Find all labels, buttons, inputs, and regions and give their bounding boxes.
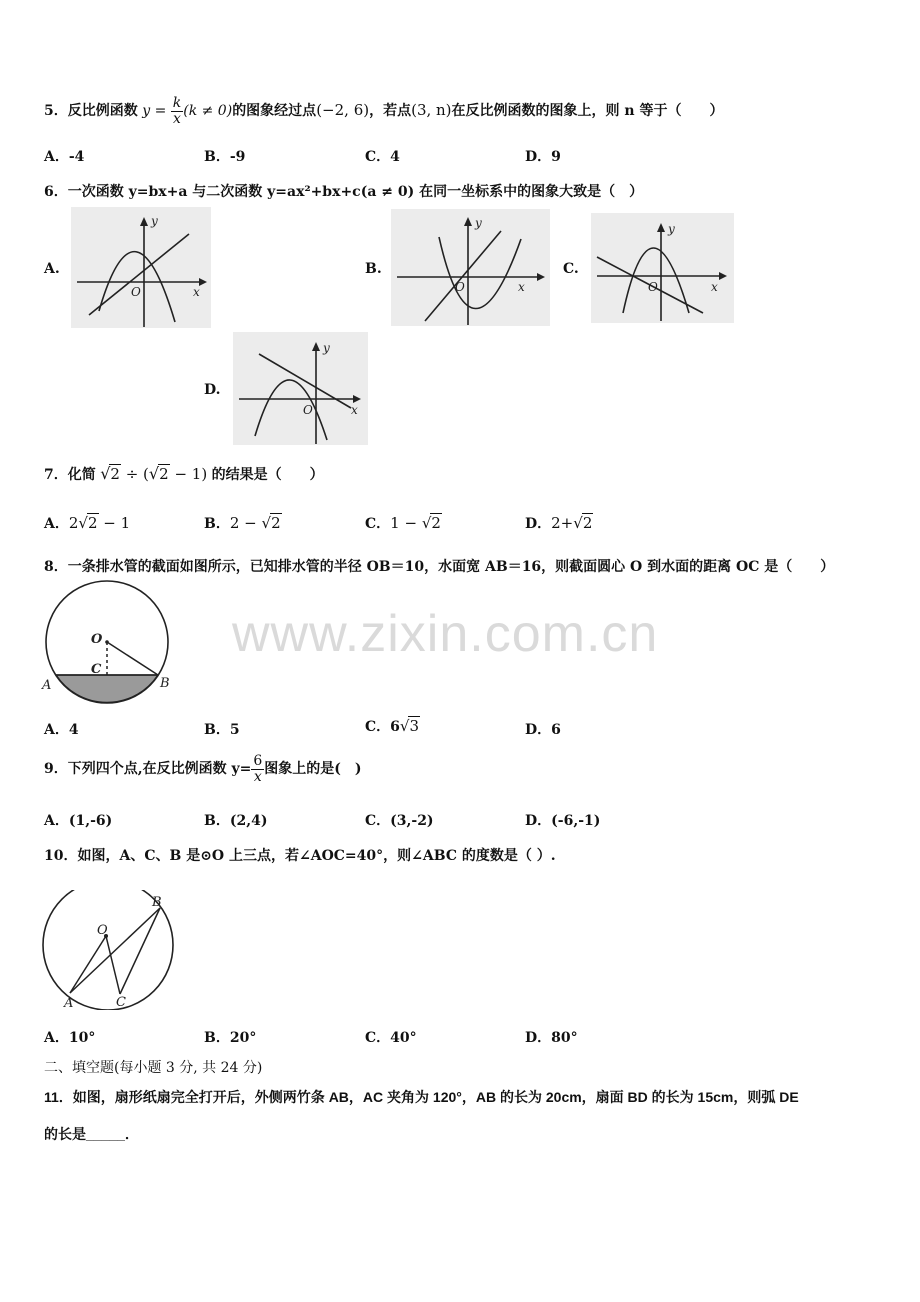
q9-text-1: 9．下列四个点,在反比例函数 y=: [44, 761, 252, 778]
q6-b-origin: O: [455, 280, 465, 294]
q5-point-1: (−2, 6): [316, 101, 370, 120]
q7-c-label: C．: [365, 516, 391, 532]
q7-c-radicand: 2: [431, 514, 441, 532]
q5-y-eq: y =: [142, 103, 167, 120]
q5-option-b[interactable]: B．-9: [204, 149, 246, 165]
q10-option-d[interactable]: D．80°: [525, 1030, 578, 1046]
question-8: 8．一条排水管的截面如图所示，已知排水管的半径 OB＝10，水面宽 AB＝16，则截面圆心 O 到水面的距离 OC 是（ ）: [44, 559, 835, 575]
q6-option-b-label[interactable]: B.: [365, 261, 382, 277]
question-9: [44, 754, 362, 784]
q6-option-d-label[interactable]: D.: [204, 382, 221, 398]
q7-option-c[interactable]: C．1 − √2: [365, 514, 441, 532]
q5-text-1: 反比例函数: [67, 103, 138, 120]
q7-text-2: 的结果是（ ）: [211, 467, 324, 483]
q8-pipe-figure: [40, 578, 172, 704]
q8-c-radicand: 3: [409, 717, 419, 735]
q9-fraction: [251, 754, 264, 784]
q6-graph-d[interactable]: [233, 332, 368, 445]
q7-expr-mid: ÷ (: [120, 465, 149, 483]
q5-option-a[interactable]: A．-4: [44, 149, 85, 165]
q6-c-axis-x: x: [711, 280, 718, 294]
q6-a-axis-y: y: [151, 214, 158, 228]
q5-point-2: (3, n): [411, 101, 452, 120]
q5-option-d[interactable]: D．9: [525, 149, 561, 165]
q7-radicand-2: 2: [159, 465, 169, 483]
q7-b-label: B．: [204, 516, 230, 532]
q7-a-label: A．: [44, 516, 69, 532]
q7-d-radicand: 2: [582, 514, 593, 532]
q7-d-pre: 2+: [551, 514, 574, 532]
section-2-heading: 二、填空题(每小题 3 分, 共 24 分): [44, 1060, 263, 1076]
q8-label-c: C: [91, 662, 102, 677]
q7-expression: √2 ÷ (√2 − 1): [100, 464, 208, 483]
q7-b-radicand: 2: [271, 514, 281, 532]
q6-graph-c[interactable]: [591, 213, 734, 323]
q8-option-d[interactable]: D．6: [525, 722, 561, 738]
q7-a-pre: 2: [68, 514, 79, 532]
q6-graph-b[interactable]: [391, 209, 550, 326]
q9-frac-den: x: [253, 768, 262, 785]
q6-d-origin: O: [303, 403, 313, 417]
q7-radicand-1: 2: [110, 465, 120, 483]
q7-option-a[interactable]: A．2√2 − 1: [44, 514, 131, 532]
q9-frac-num: 6: [253, 753, 263, 769]
q9-option-c[interactable]: C．(3,-2): [365, 813, 434, 829]
q8-option-a[interactable]: A．4: [44, 722, 79, 738]
q8-label-b: B: [160, 676, 170, 691]
q9-option-d[interactable]: D．(-6,-1): [525, 813, 601, 829]
q8-option-c[interactable]: C．6√3: [365, 717, 419, 735]
q9-option-b[interactable]: B．(2,4): [204, 813, 268, 829]
q7-option-d[interactable]: D．2+√2: [525, 514, 593, 532]
q5-text-4: 在反比例函数的图象上，则 n 等于（ ）: [451, 103, 724, 120]
q10-label-a: A: [64, 996, 74, 1010]
q5-option-c[interactable]: C．4: [365, 149, 400, 165]
q6-b-axis-y: y: [475, 216, 482, 230]
q7-option-b[interactable]: B．2 − √2: [204, 514, 281, 532]
q6-d-axis-x: x: [351, 403, 358, 417]
question-5: [44, 96, 723, 126]
question-7: [44, 464, 324, 484]
q5-condition: (k ≠ 0): [183, 103, 233, 120]
question-11-line-2: 的长是_____．: [44, 1126, 139, 1142]
q8-label-o: O: [91, 632, 103, 647]
q6-a-axis-x: x: [193, 285, 200, 299]
q6-d-axis-y: y: [323, 341, 330, 355]
q8-option-b[interactable]: B．5: [204, 722, 240, 738]
q5-number: 5．: [44, 103, 68, 120]
q5-text-3: ，若点: [369, 103, 412, 120]
question-6: 6．一次函数 y=bx+a 与二次函数 y=ax²+bx+c(a ≠ 0) 在同一坐标系中的图象大致是（ ）: [44, 184, 644, 200]
q6-c-origin: O: [648, 280, 658, 294]
q10-label-b: B: [152, 895, 162, 910]
q9-option-a[interactable]: A．(1,-6): [44, 813, 113, 829]
q6-a-origin: O: [131, 285, 141, 299]
q9-text-2: 图象上的是( ): [264, 761, 362, 778]
q10-option-c[interactable]: C．40°: [365, 1030, 417, 1046]
q5-frac-num: k: [172, 95, 182, 111]
q10-label-o: O: [97, 923, 108, 938]
question-10: 10．如图，A、C、B 是⊙O 上三点，若∠AOC=40°，则∠ABC 的度数是（ ）.: [44, 848, 556, 864]
q6-option-c-label[interactable]: C.: [563, 261, 579, 277]
q7-b-pre: 2 −: [229, 514, 262, 532]
q8-c-label: C．6: [365, 719, 400, 735]
q5-fraction: [171, 96, 183, 126]
q7-a-post: − 1: [98, 514, 131, 532]
question-11-line-1: 11．如图，扇形纸扇完全打开后，外侧两竹条 AB，AC 夹角为 120°，AB 的长为 20cm，扇面 BD 的长为 15cm，则弧 DE: [44, 1089, 799, 1105]
q5-text-2: 的图象经过点: [232, 103, 317, 120]
q6-b-axis-x: x: [518, 280, 525, 294]
q7-d-label: D．: [525, 516, 552, 532]
q6-graph-a[interactable]: [71, 207, 211, 328]
q6-option-a-label[interactable]: A.: [44, 261, 60, 277]
q7-c-pre: 1 −: [390, 514, 422, 532]
q6-c-axis-y: y: [668, 222, 675, 236]
q5-frac-den: x: [173, 110, 181, 127]
q7-a-radicand: 2: [87, 514, 98, 532]
q10-label-c: C: [116, 995, 126, 1010]
q10-option-a[interactable]: A．10°: [44, 1030, 96, 1046]
q10-option-b[interactable]: B．20°: [204, 1030, 257, 1046]
q8-label-a: A: [42, 678, 52, 693]
q7-expr-post: − 1): [169, 465, 208, 483]
q7-text-1: 7．化简: [44, 467, 96, 483]
q10-circle-figure: [40, 890, 180, 1010]
watermark: www.zixin.com.cn: [232, 605, 659, 663]
